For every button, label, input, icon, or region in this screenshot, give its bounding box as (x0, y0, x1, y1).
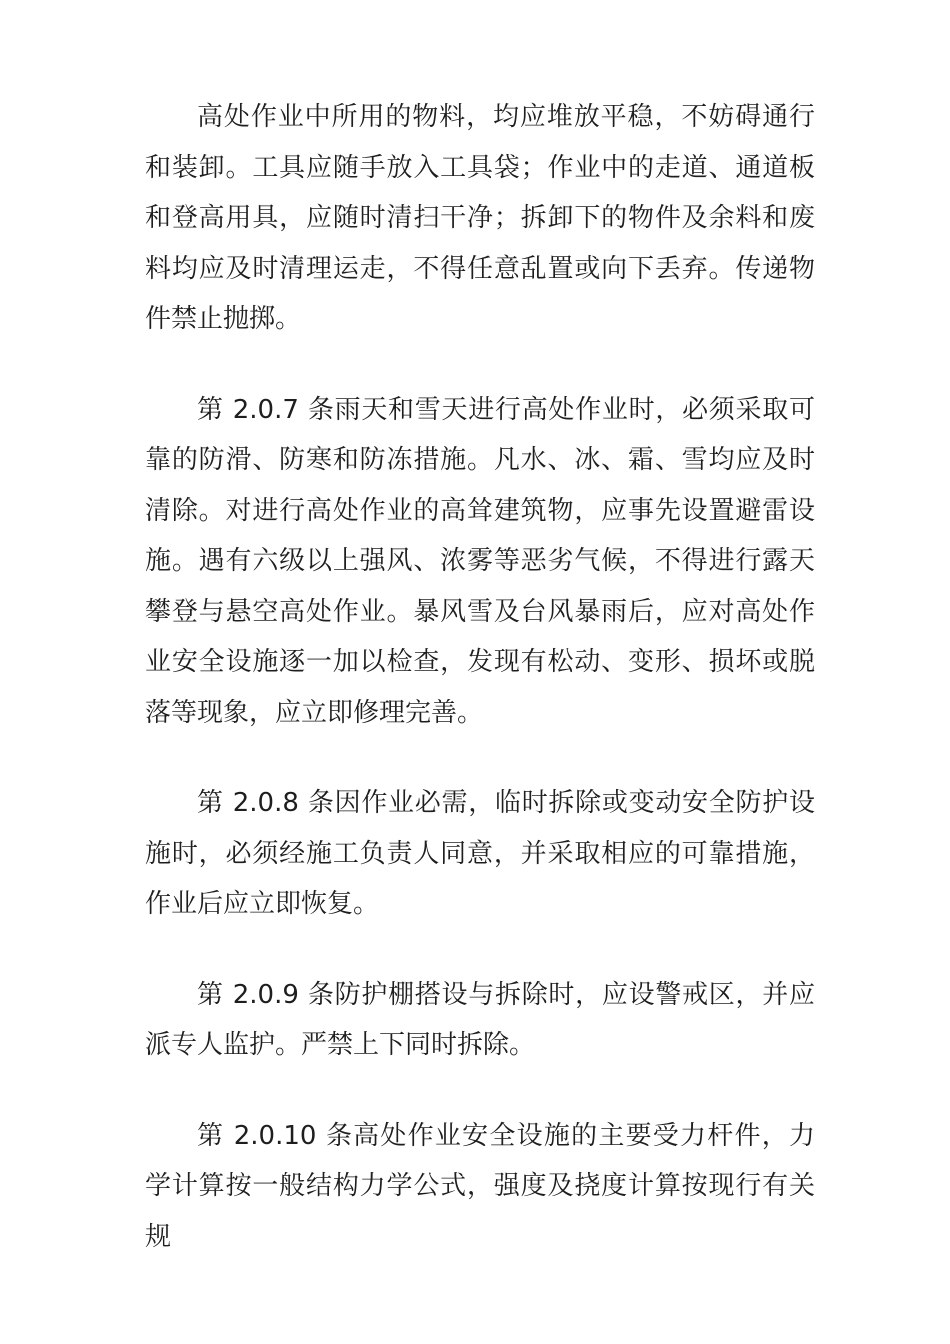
paragraph-article-2-0-7: 第 2.0.7 条雨天和雪天进行高处作业时，必须采取可靠的防滑、防寒和防冻措施。凡水、冰、霜、雪均应及时清除。对进行高处作业的高耸建筑物，应事先设置避雷设施。遇有六级以上强风、浓雾等恶劣气候，不得进行露天攀登与悬空高处作业。暴风雪及台风暴雨后，应对高处作业安全设施逐一加以检查，发现有松动、变形、损坏或脱落等现象，应立即修理完善。 (145, 394, 815, 728)
document-body (145, 92, 815, 1302)
paragraph-article-2-0-9: 第 2.0.9 条防护棚搭设与拆除时，应设警戒区，并应派专人监护。严禁上下同时拆除。 (145, 979, 815, 1060)
paragraph-article-2-0-8: 第 2.0.8 条因作业必需，临时拆除或变动安全防护设施时，必须经施工负责人同意，并采取相应的可靠措施，作业后应立即恢复。 (145, 788, 815, 919)
paragraph-article-2-0-10: 第 2.0.10 条高处作业安全设施的主要受力杆件，力学计算按一般结构力学公式，强度及挠度计算按现行有关规 (145, 1120, 815, 1252)
paragraph-material-stacking: 高处作业中所用的物料，均应堆放平稳，不妨碍通行和装卸。工具应随手放入工具袋；作业中的走道、通道板和登高用具，应随时清扫干净；拆卸下的物件及余料和废料均应及时清理运走，不得任意乱置或向下丢弃。传递物件禁止抛掷。 (145, 102, 815, 334)
